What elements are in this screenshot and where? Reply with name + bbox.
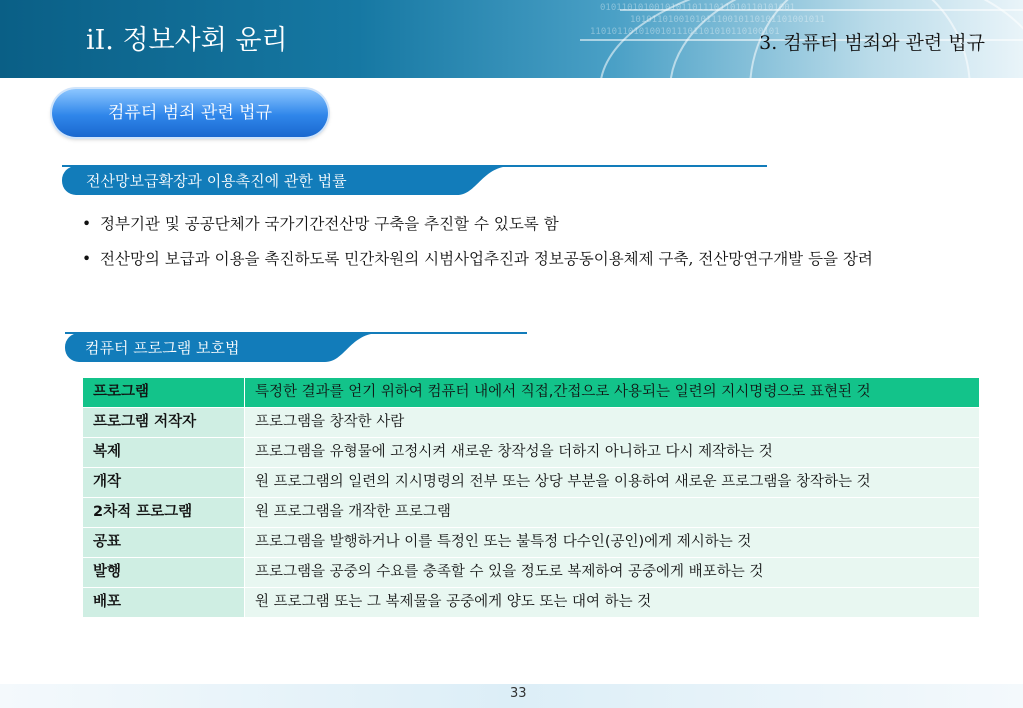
page-title: iI. 정보사회 윤리 [86, 25, 288, 56]
table-row [83, 528, 980, 558]
section-heading-2-label: 컴퓨터 프로그램 보호법 [85, 339, 240, 357]
term-cell: 배포 [83, 588, 245, 618]
term-cell: 프로그램 저작자 [83, 408, 245, 438]
definition-cell: 원 프로그램의 일련의 지시명령의 전부 또는 상당 부분을 이용하여 새로운 프로그램을 창작하는 것 [245, 468, 980, 498]
term-cell: 발행 [83, 558, 245, 588]
term-cell: 복제 [83, 438, 245, 468]
definition-cell: 프로그램을 창작한 사람 [245, 408, 980, 438]
definition-cell: 특정한 결과를 얻기 위하여 컴퓨터 내에서 직접,간접으로 사용되는 일련의 지시명령으로 표현된 것 [245, 378, 980, 408]
section-heading-1-label: 전산망보급확장과 이용촉진에 관한 법률 [86, 172, 347, 190]
svg-text:101011010010101110010110101101: 101011010010101110010110101101001011 [630, 15, 826, 25]
definitions-table [82, 377, 980, 618]
definition-cell: 프로그램을 유형물에 고정시켜 새로운 창작성을 더하지 아니하고 다시 제작하는 것 [245, 438, 980, 468]
table-row [83, 588, 980, 618]
table-row [83, 558, 980, 588]
definition-cell: 원 프로그램을 개작한 프로그램 [245, 498, 980, 528]
table-row [83, 498, 980, 528]
page-number: 33 [510, 686, 527, 701]
header-banner [0, 0, 1023, 78]
term-cell: 2차적 프로그램 [83, 498, 245, 528]
table-row [83, 438, 980, 468]
definition-cell: 프로그램을 발행하거나 이를 특정인 또는 불특정 다수인(공인)에게 제시하는 것 [245, 528, 980, 558]
definition-cell: 원 프로그램 또는 그 복제물을 공중에게 양도 또는 대여 하는 것 [245, 588, 980, 618]
list-item: • 전산망의 보급과 이용을 촉진하도록 민간차원의 시범사업추진과 정보공동이용체제 구축, 전산망연구개발 등을 장려 [82, 245, 992, 274]
term-cell: 개작 [83, 468, 245, 498]
term-cell: 공표 [83, 528, 245, 558]
section-heading-1 [62, 166, 767, 195]
table-row [83, 408, 980, 438]
bullet-list [82, 210, 992, 280]
list-item: • 정부기관 및 공공단체가 국가기간전산망 구축을 추진할 수 있도록 함 [82, 210, 992, 239]
section-heading-2 [65, 333, 527, 362]
heading-curve-decoration [452, 166, 512, 195]
svg-text:010110101001010110111011010110: 010110101001010110111011010110101001 [600, 3, 796, 13]
topic-pill: 컴퓨터 범죄 관련 법규 [52, 89, 328, 137]
table-row [83, 468, 980, 498]
svg-text:110101101010010111011010101101: 11010110101001011101101010110100101 [590, 27, 780, 37]
page-subtitle: 3. 컴퓨터 범죄와 관련 법규 [759, 32, 985, 54]
table-row [83, 378, 980, 408]
heading-curve-decoration [320, 333, 380, 362]
definition-cell: 프로그램을 공중의 수요를 충족할 수 있을 정도로 복제하여 공중에게 배포하는 것 [245, 558, 980, 588]
term-cell: 프로그램 [83, 378, 245, 408]
